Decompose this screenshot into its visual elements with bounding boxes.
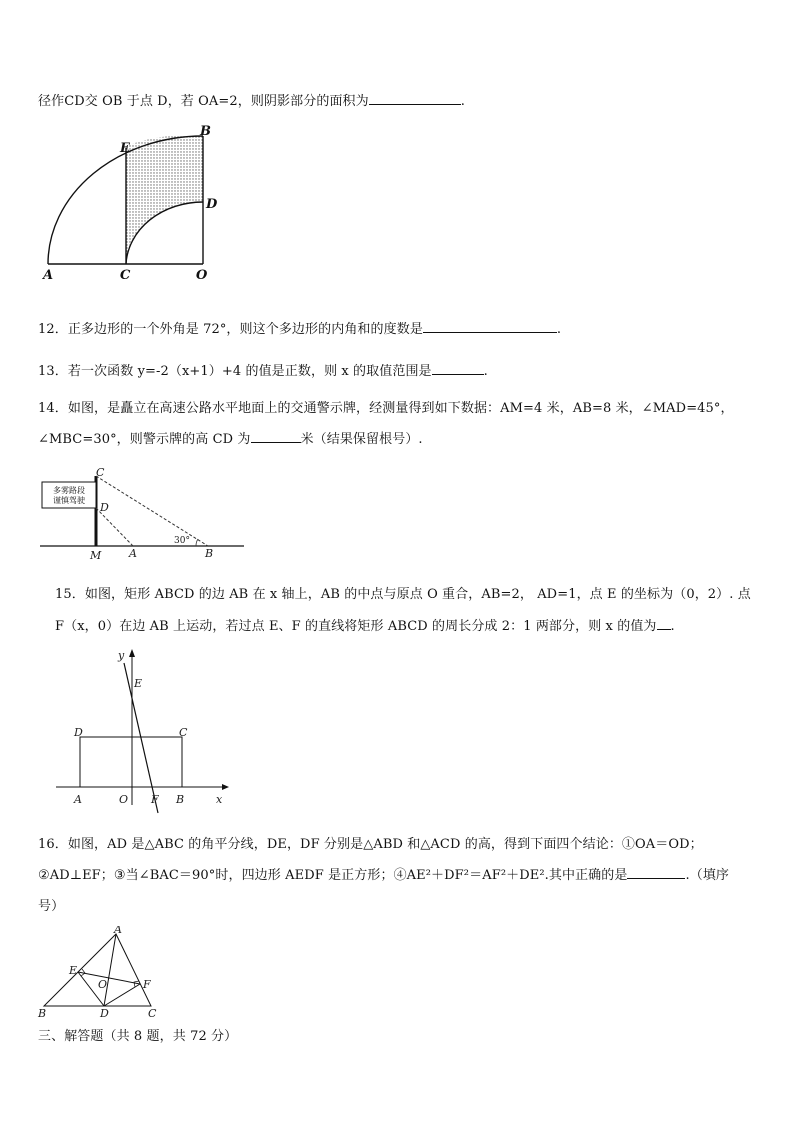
label-e: E: [134, 677, 143, 690]
label-o: O: [196, 268, 208, 283]
label-x: x: [216, 793, 223, 806]
sign-text-2: 谨慎驾驶: [53, 496, 85, 505]
label-e: E: [120, 141, 130, 156]
q11-figure: [36, 124, 226, 284]
sign-text-1: 多雾路段: [53, 486, 85, 495]
q14-stem: ∠MBC=30°，则警示牌的高 CD 为: [38, 432, 251, 447]
label-b: B: [200, 124, 211, 139]
answer-blank: [627, 866, 685, 879]
label-d: D: [100, 501, 109, 514]
q12-end: .: [556, 322, 562, 337]
label-b: B: [176, 793, 185, 806]
section-heading: 三、解答题（共 8 题，共 72 分）: [38, 1029, 238, 1044]
q16-line1: 16．如图，AD 是△ABC 的角平分线，DE，DF 分别是△ABD 和△ACD 的高，得到下面四个结论：①OA＝OD；: [38, 837, 703, 852]
label-c: C: [120, 268, 131, 283]
q15-stem: F（x，0）在边 AB 上运动，若过点 E、F 的直线将矩形 ABCD 的周长分成 2：1 两部分，则 x 的值为: [55, 619, 657, 634]
label-o: O: [119, 793, 129, 806]
q16-end: .（填序: [685, 868, 730, 883]
label-c: C: [179, 726, 188, 739]
label-a: A: [74, 793, 82, 806]
answer-blank: [251, 430, 301, 443]
q11-stem: 径作CD交 OB 于点 D，若 OA=2，则阴影部分的面积为: [38, 94, 369, 109]
label-d: D: [74, 726, 83, 739]
q13-stem: 13．若一次函数 y=-2（x+1）+4 的值是正数，则 x 的取值范围是: [38, 364, 432, 379]
answer-blank: [432, 362, 484, 375]
answer-blank: [369, 92, 461, 105]
label-f: F: [143, 978, 151, 991]
q15-line2: [55, 615, 675, 634]
q11-text: [38, 90, 465, 109]
label-a: A: [129, 547, 137, 560]
label-d: D: [206, 197, 218, 212]
q14-line2: [38, 428, 423, 447]
label-c: C: [148, 1007, 157, 1018]
answer-blank: [657, 617, 671, 630]
q14-end: 米（结果保留根号）.: [300, 432, 423, 447]
label-b: B: [38, 1007, 47, 1018]
q16-line2: [38, 864, 729, 883]
q13-end: .: [483, 364, 488, 379]
q15-line1: 15．如图，矩形 ABCD 的边 AB 在 x 轴上，AB 的中点与原点 O 重合，AB=2， AD=1，点 E 的坐标为（0，2）. 点: [55, 587, 751, 602]
q13-text: [38, 360, 488, 379]
label-angle: 30°: [174, 536, 190, 546]
q11-end: .: [460, 94, 465, 109]
label-c: C: [96, 466, 105, 479]
q15-figure: [52, 645, 232, 815]
label-o: O: [98, 978, 108, 991]
label-a: A: [43, 268, 54, 283]
label-e: E: [69, 964, 78, 977]
q16-line3: 号）: [38, 899, 65, 914]
label-y: y: [118, 649, 125, 662]
label-d: D: [100, 1007, 109, 1018]
answer-blank: [423, 320, 557, 333]
q15-end: .: [670, 619, 675, 634]
q16-figure: [36, 926, 166, 1018]
q12-text: [38, 318, 561, 337]
label-f: F: [151, 793, 159, 806]
shaded-region: [126, 135, 203, 264]
q16-stem: ②AD⊥EF；③当∠BAC＝90°时，四边形 AEDF 是正方形；④AE²＋DF²＝AF²＋DE².其中正确的是: [38, 868, 628, 883]
label-b: B: [205, 547, 214, 560]
q12-stem: 12．正多边形的一个外角是 72°，则这个多边形的内角和的度数是: [38, 322, 423, 337]
label-m: M: [90, 549, 102, 562]
q14-line1: 14．如图，是矗立在高速公路水平地面上的交通警示牌，经测量得到如下数据：AM=4 米，AB=8 米，∠MAD=45°，: [38, 401, 734, 416]
q14-figure: [38, 466, 250, 564]
label-a: A: [114, 926, 122, 936]
